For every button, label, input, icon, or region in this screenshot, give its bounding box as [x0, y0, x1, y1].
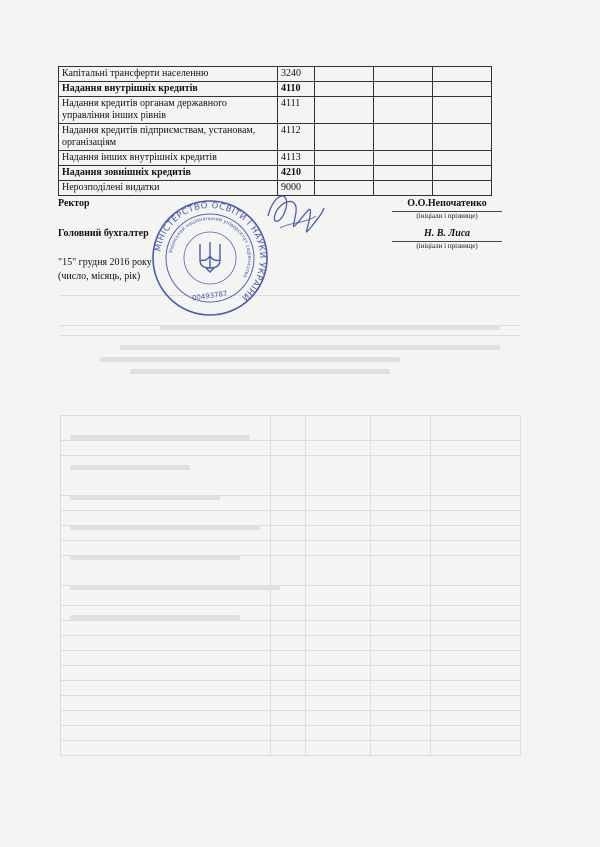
- bleed-through-line: [520, 415, 521, 755]
- row-value-cell: [374, 124, 433, 151]
- bleed-through-line: [370, 415, 371, 755]
- trident-emblem-icon: [200, 242, 220, 272]
- bleed-through-line: [60, 740, 520, 741]
- row-value-cell: [433, 181, 492, 196]
- svg-text:МІНІСТЕРСТВО ОСВІТИ І НАУКИ УК: МІНІСТЕРСТВО ОСВІТИ І НАУКИ УКРАЇНИ: [152, 199, 269, 304]
- bleed-through-line: [60, 440, 520, 441]
- bleed-through-line: [60, 725, 520, 726]
- row-code-cell: 4112: [278, 124, 315, 151]
- row-value-cell: [433, 82, 492, 97]
- row-value-cell: [315, 97, 374, 124]
- row-value-cell: [374, 166, 433, 181]
- date-block: [58, 256, 152, 284]
- bleed-through-line: [60, 695, 520, 696]
- row-code-cell: 4210: [278, 166, 315, 181]
- row-value-cell: [374, 97, 433, 124]
- row-value-cell: [433, 124, 492, 151]
- row-value-cell: [315, 67, 374, 82]
- row-value-cell: [433, 97, 492, 124]
- bleed-through-background: [40, 295, 560, 775]
- bleed-through-line: [60, 665, 520, 666]
- date-caption: (число, місяць, рік): [58, 271, 141, 282]
- row-value-cell: [433, 151, 492, 166]
- handwritten-signature: [260, 186, 330, 246]
- row-value-cell: [374, 82, 433, 97]
- row-name-cell: Надання зовнішніх кредитів: [59, 166, 278, 181]
- date-value: "15" грудня 2016 року: [58, 257, 152, 268]
- row-value-cell: [374, 151, 433, 166]
- rector-title: Ректор: [58, 198, 90, 209]
- row-name-cell: Нерозподілені видатки: [59, 181, 278, 196]
- bleed-through-text: [70, 495, 220, 500]
- row-code-cell: 3240: [278, 67, 315, 82]
- row-value-cell: [315, 124, 374, 151]
- accountant-name: Н. В. Лиса: [423, 228, 471, 239]
- bleed-through-line: [60, 755, 520, 756]
- rector-caption: (ініціали і прізвище): [416, 212, 478, 220]
- row-value-cell: [315, 151, 374, 166]
- table-row: [59, 82, 492, 97]
- bleed-through-line: [60, 605, 520, 606]
- bleed-through-line: [60, 455, 520, 456]
- row-code-cell: 4110: [278, 82, 315, 97]
- table-row: [59, 166, 492, 181]
- bleed-through-text: [100, 357, 400, 362]
- bleed-through-text: [120, 345, 500, 350]
- bleed-through-text: [70, 615, 240, 620]
- bleed-through-line: [60, 650, 520, 651]
- table-row: [59, 124, 492, 151]
- bleed-through-line: [60, 510, 520, 511]
- table-row: [59, 97, 492, 124]
- bleed-through-line: [60, 335, 520, 336]
- row-name-cell: Надання кредитів підприємствам, установам, організаціям: [59, 124, 278, 151]
- bleed-through-line: [60, 680, 520, 681]
- bleed-through-line: [60, 295, 520, 296]
- bleed-through-line: [60, 710, 520, 711]
- accountant-caption: (ініціали і прізвище): [416, 242, 478, 250]
- table-row: [59, 151, 492, 166]
- bleed-through-line: [60, 415, 61, 755]
- row-name-cell: Надання інших внутрішніх кредитів: [59, 151, 278, 166]
- bleed-through-text: [160, 325, 500, 330]
- row-value-cell: [315, 166, 374, 181]
- row-value-cell: [315, 82, 374, 97]
- bleed-through-text: [70, 465, 190, 470]
- row-code-cell: 9000: [278, 181, 315, 196]
- bleed-through-line: [430, 415, 431, 755]
- svg-text:00493787: 00493787: [191, 289, 228, 303]
- bleed-through-line: [60, 415, 520, 416]
- bleed-through-text: [70, 525, 260, 530]
- bleed-through-line: [60, 635, 520, 636]
- accountant-title: Головний бухгалтер: [58, 228, 149, 239]
- row-value-cell: [374, 181, 433, 196]
- bleed-through-line: [305, 415, 306, 755]
- bleed-through-line: [60, 540, 520, 541]
- row-code-cell: 4111: [278, 97, 315, 124]
- table-row: [59, 67, 492, 82]
- row-value-cell: [374, 67, 433, 82]
- rector-name: О.О.Непочатенко: [407, 198, 487, 209]
- bleed-through-text: [70, 435, 250, 440]
- svg-text:Уманський національний універс: Уманський національний університет садівництва: [168, 215, 253, 279]
- row-name-cell: Надання кредитів органам державного управління інших рівнів: [59, 97, 278, 124]
- bleed-through-line: [60, 620, 520, 621]
- bleed-through-text: [70, 585, 280, 590]
- budget-table: [58, 66, 492, 196]
- row-value-cell: [433, 166, 492, 181]
- row-name-cell: Надання внутрішніх кредитів: [59, 82, 278, 97]
- row-code-cell: 4113: [278, 151, 315, 166]
- row-name-cell: Капітальні трансферти населенню: [59, 67, 278, 82]
- official-stamp: [150, 198, 270, 318]
- bleed-through-text: [70, 555, 240, 560]
- bleed-through-text: [130, 369, 390, 374]
- row-value-cell: [433, 67, 492, 82]
